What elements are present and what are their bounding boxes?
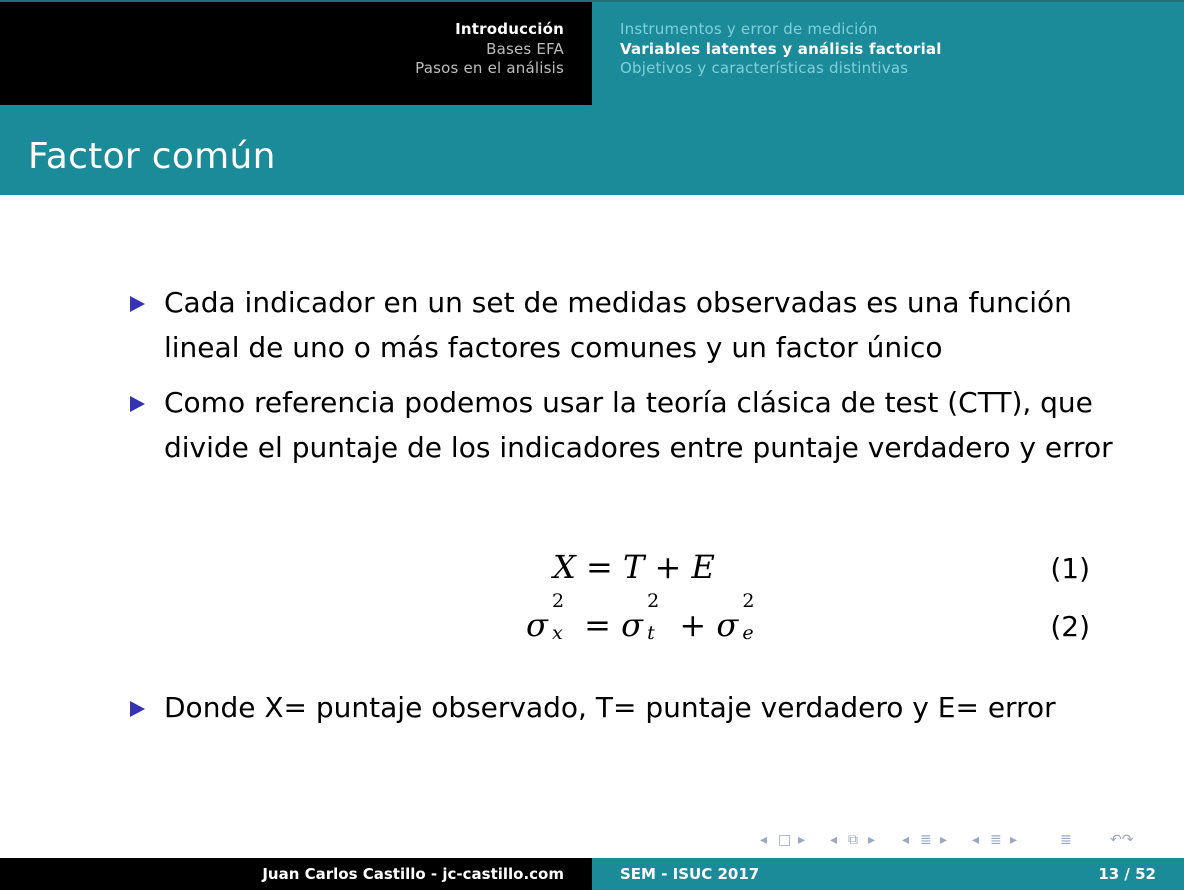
footer-conference: SEM - ISUC 2017	[620, 865, 760, 883]
footer-left	[0, 858, 592, 890]
footer-page-number: 13 / 52	[1098, 865, 1156, 883]
section-navigation	[0, 0, 1184, 105]
bullet-text: Cada indicador en un set de medidas observadas es una función lineal de uno o más factores comunes y un factor único	[164, 286, 1072, 364]
nav-item-variables-latentes[interactable]: Variables latentes y análisis factorial	[620, 39, 942, 58]
nav-next-doc-icon[interactable]: ▸	[1010, 832, 1018, 848]
equation-number-2: (2)	[1050, 610, 1090, 643]
nav-doc-icon[interactable]: ≣	[990, 832, 1002, 848]
nav-prev-section-icon[interactable]: ◂	[902, 832, 910, 848]
equation-number-1: (1)	[1050, 552, 1090, 585]
nav-item-bases-efa[interactable]: Bases EFA	[486, 39, 564, 58]
nav-next-subsection-icon[interactable]: ▸	[868, 832, 876, 848]
nav-subsection-icon[interactable]: ⧉	[848, 832, 858, 848]
nav-prev-subsection-icon[interactable]: ◂	[830, 832, 838, 848]
frame-title-bar	[0, 105, 1184, 195]
footer-author: Juan Carlos Castillo - jc-castillo.com	[262, 865, 564, 883]
footer-right	[592, 858, 1184, 890]
nav-item-instrumentos[interactable]: Instrumentos y error de medición	[620, 20, 878, 38]
bullet-item	[164, 380, 1124, 470]
subsection-nav-right	[592, 0, 1184, 105]
nav-outline-icon[interactable]: ≣	[1060, 832, 1072, 848]
bullet-triangle-icon	[130, 396, 145, 412]
nav-next-section-icon[interactable]: ▸	[940, 832, 948, 848]
nav-search-icon[interactable]: ↶↷	[1110, 832, 1134, 848]
bullet-item	[164, 685, 1124, 730]
bullet-item	[164, 280, 1124, 370]
nav-prev-doc-icon[interactable]: ◂	[972, 832, 980, 848]
section-nav-left	[0, 0, 592, 105]
slide-title: Factor común	[28, 136, 276, 177]
nav-item-introduccion[interactable]: Introducción	[455, 20, 564, 38]
bullet-text: Como referencia podemos usar la teoría clásica de test (CTT), que divide el puntaje de los indicadores entre puntaje verdadero y error	[164, 386, 1113, 464]
beamer-navigation-symbols	[760, 832, 1156, 852]
equation-1: X = T + E	[553, 548, 715, 586]
bullet-triangle-icon	[130, 296, 145, 312]
bullet-triangle-icon	[130, 701, 145, 717]
nav-section-icon[interactable]: ≣	[920, 832, 932, 848]
nav-next-frame-icon[interactable]: ▸	[798, 832, 806, 848]
footer-bar	[0, 858, 1184, 890]
bullet-text: Donde X= puntaje observado, T= puntaje verdadero y E= error	[164, 691, 1056, 724]
nav-item-objetivos[interactable]: Objetivos y características distintivas	[620, 59, 909, 77]
nav-prev-frame-icon[interactable]: ◂	[760, 832, 768, 848]
nav-frame-icon[interactable]: □	[778, 832, 792, 848]
equation-2: σ 2 x = σ 2 t + σ 2 e	[526, 590, 755, 644]
nav-item-pasos-analisis[interactable]: Pasos en el análisis	[415, 59, 564, 77]
